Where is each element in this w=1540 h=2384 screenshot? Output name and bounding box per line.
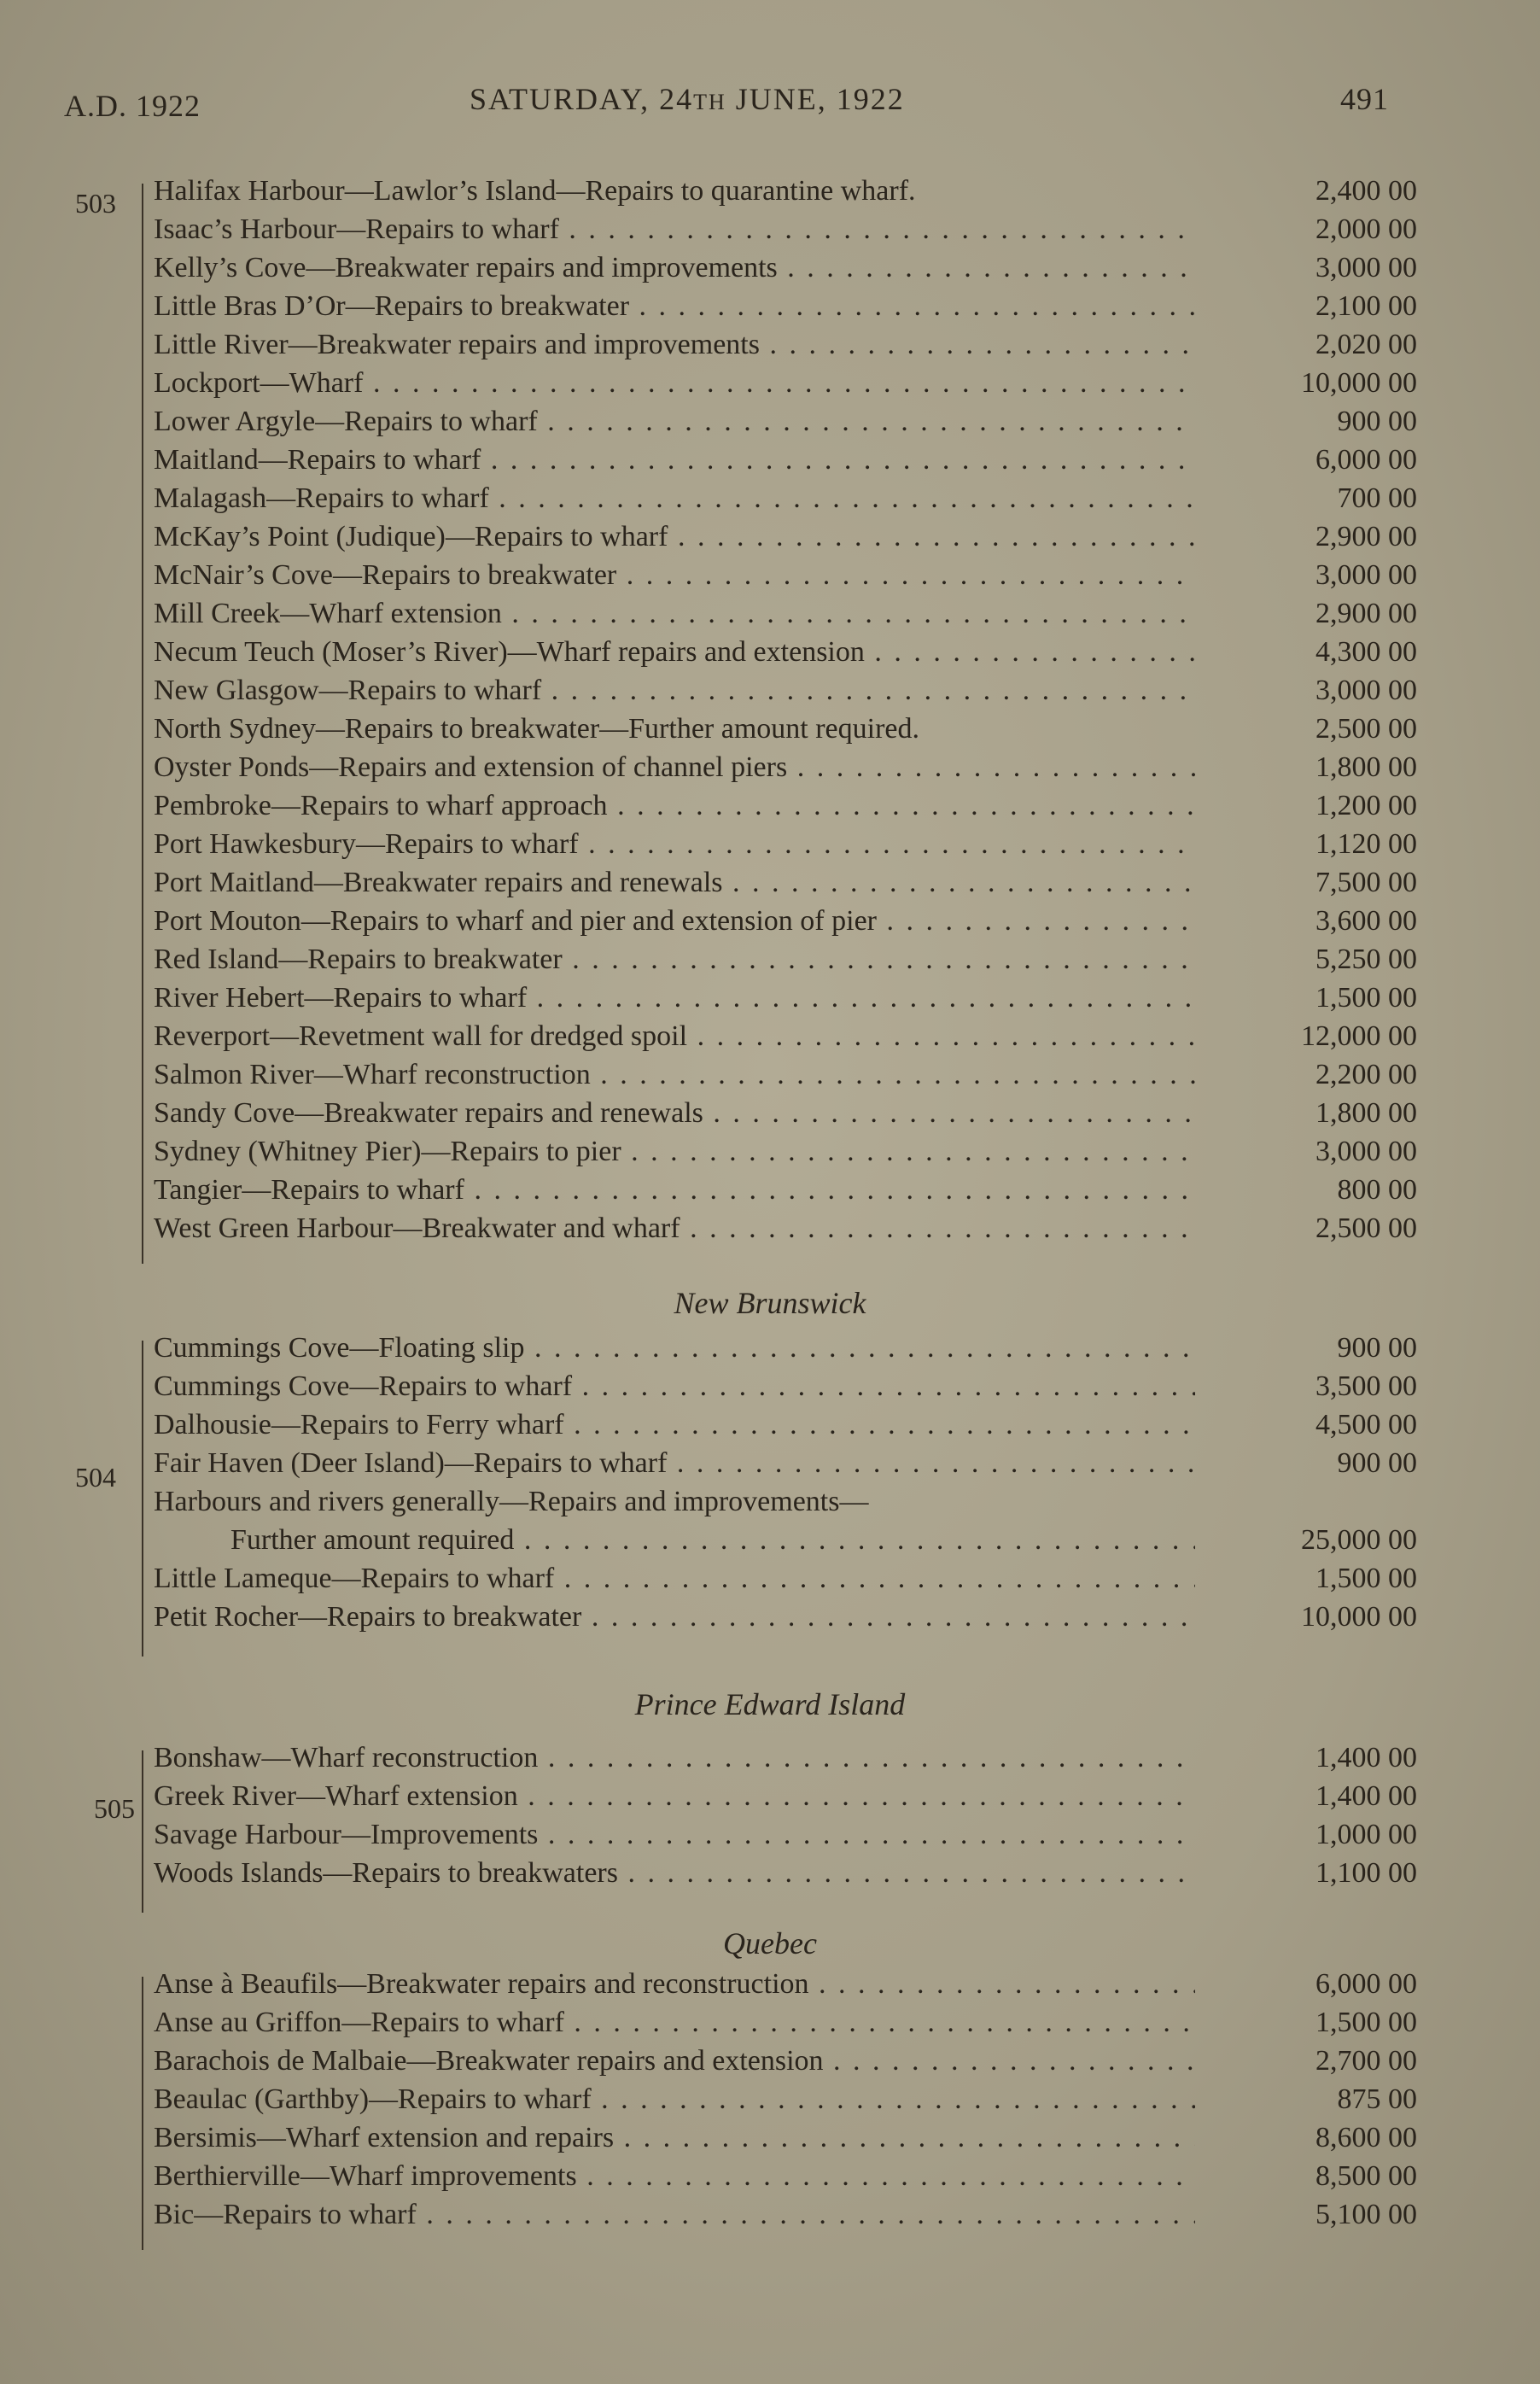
table-row: Sandy Cove—Breakwater repairs and renewals . . . 1,800 00	[154, 1097, 1434, 1135]
table-row: Little Lameque—Repairs to wharf . . . 1,500 00	[154, 1563, 1434, 1600]
table-row: Beaulac (Garthby)—Repairs to wharf . . . 875 00	[154, 2083, 1434, 2121]
table-row: River Hebert—Repairs to wharf . . . 1,500 00	[154, 982, 1434, 1020]
brace	[142, 1977, 152, 2250]
table-row: Lockport—Wharf . . . 10,000 00	[154, 367, 1434, 405]
table-row: Tangier—Repairs to wharf . . . 800 00	[154, 1174, 1434, 1212]
table-row: Dalhousie—Repairs to Ferry wharf . . . 4,500 00	[154, 1409, 1434, 1446]
table-row: Petit Rocher—Repairs to breakwater . . . 10,000 00	[154, 1601, 1434, 1639]
section-title-pei: Prince Edward Island	[634, 1687, 906, 1721]
table-row: Further amount required . . . 25,000 00	[154, 1524, 1434, 1562]
page-number: 491	[1340, 82, 1389, 116]
brace	[142, 1341, 152, 1657]
table-row: Necum Teuch (Moser’s River)—Wharf repairs and extension . . . 4,300 00	[154, 636, 1434, 674]
vote-number: 504	[75, 1462, 116, 1493]
table-row: Kelly’s Cove—Breakwater repairs and improvements . . . 3,000 00	[154, 252, 1434, 289]
table-row: Cummings Cove—Repairs to wharf . . . 3,500 00	[154, 1370, 1434, 1408]
table-row: North Sydney—Repairs to breakwater—Further amount required. 2,500 00	[154, 713, 1417, 745]
table-row: Lower Argyle—Repairs to wharf . . . 900 00	[154, 406, 1434, 443]
table-row: Salmon River—Wharf reconstruction . . . 2,200 00	[154, 1059, 1434, 1096]
table-row: Bersimis—Wharf extension and repairs . . . 8,600 00	[154, 2122, 1434, 2159]
table-row: Anse à Beaufils—Breakwater repairs and reconstruction . . . 6,000 00	[154, 1968, 1434, 2006]
section-title-quebec: Quebec	[723, 1926, 817, 1960]
table-row: West Green Harbour—Breakwater and wharf . . . 2,500 00	[154, 1212, 1434, 1250]
table-row: Oyster Ponds—Repairs and extension of channel piers . . . 1,800 00	[154, 751, 1434, 789]
table-row: McKay’s Point (Judique)—Repairs to wharf . . . 2,900 00	[154, 521, 1434, 558]
table-row: Port Mouton—Repairs to wharf and pier and extension of pier . . . 3,600 00	[154, 905, 1434, 943]
table-row: Mill Creek—Wharf extension . . . 2,900 00	[154, 598, 1434, 635]
table-row: Reverport—Revetment wall for dredged spoil . . . 12,000 00	[154, 1020, 1434, 1058]
table-row: Maitland—Repairs to wharf . . . 6,000 00	[154, 444, 1434, 482]
table-row: Port Hawkesbury—Repairs to wharf . . . 1,120 00	[154, 828, 1434, 866]
table-row: Pembroke—Repairs to wharf approach . . . 1,200 00	[154, 790, 1434, 827]
table-row: Anse au Griffon—Repairs to wharf . . . 1,500 00	[154, 2007, 1434, 2044]
table-row: Greek River—Wharf extension . . . 1,400 00	[154, 1780, 1434, 1818]
table-row: Woods Islands—Repairs to breakwaters . . . 1,100 00	[154, 1857, 1434, 1895]
table-row: Berthierville—Wharf improvements . . . 8,500 00	[154, 2160, 1434, 2198]
table-row: Malagash—Repairs to wharf . . . 700 00	[154, 482, 1434, 520]
table-row: Harbours and rivers generally—Repairs and improvements—	[154, 1486, 869, 1517]
header-year: A.D. 1922	[64, 89, 201, 123]
table-row: Bic—Repairs to wharf . . . 5,100 00	[154, 2199, 1434, 2236]
table-row: Little Bras D’Or—Repairs to breakwater . . . 2,100 00	[154, 290, 1434, 328]
table-row: Port Maitland—Breakwater repairs and renewals . . . 7,500 00	[154, 867, 1434, 904]
brace	[142, 184, 152, 1264]
table-row: Little River—Breakwater repairs and improvements . . . 2,020 00	[154, 329, 1434, 366]
page-header	[0, 81, 1540, 124]
vote-number: 503	[75, 188, 116, 219]
table-row: New Glasgow—Repairs to wharf . . . 3,000 00	[154, 675, 1434, 712]
table-row: Fair Haven (Deer Island)—Repairs to wharf . . . 900 00	[154, 1447, 1434, 1485]
table-row: McNair’s Cove—Repairs to breakwater . . . 3,000 00	[154, 559, 1434, 597]
table-row: Bonshaw—Wharf reconstruction . . . 1,400 00	[154, 1742, 1434, 1779]
table-row: Sydney (Whitney Pier)—Repairs to pier . . . 3,000 00	[154, 1136, 1434, 1173]
table-row: Cummings Cove—Floating slip . . . 900 00	[154, 1332, 1434, 1370]
table-row: Halifax Harbour—Lawlor’s Island—Repairs to quarantine wharf. 2,400 00	[154, 175, 1417, 207]
header-date: SATURDAY, 24TH JUNE, 1922	[470, 82, 905, 116]
vote-number: 505	[94, 1793, 135, 1824]
table-row: Red Island—Repairs to breakwater . . . 5,250 00	[154, 944, 1434, 981]
table-row: Barachois de Malbaie—Breakwater repairs and extension . . . 2,700 00	[154, 2045, 1434, 2083]
section-title-new-brunswick: New Brunswick	[674, 1286, 866, 1320]
brace	[142, 1750, 152, 1913]
table-row: Isaac’s Harbour—Repairs to wharf . . . 2,000 00	[154, 213, 1434, 251]
table-row: Savage Harbour—Improvements . . . 1,000 00	[154, 1819, 1434, 1856]
